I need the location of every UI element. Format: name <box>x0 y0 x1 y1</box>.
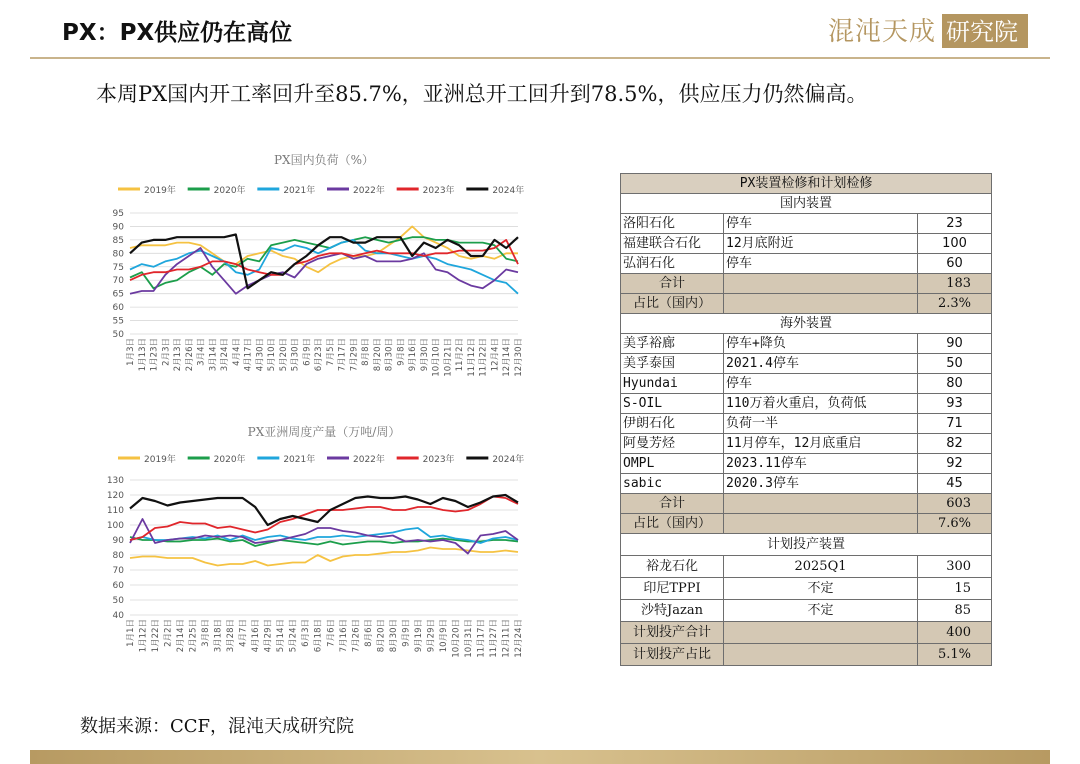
x-tick-label: 4月7日 <box>238 619 249 647</box>
x-tick-label: 11月17日 <box>476 619 487 658</box>
planned-share-row <box>621 644 992 666</box>
unit-capacity: 80 <box>918 374 992 394</box>
x-tick-label: 11月22日 <box>478 338 489 377</box>
footer-bar <box>30 750 1050 764</box>
unit-status: 负荷一半 <box>724 414 918 434</box>
share-label: 占比（国内） <box>621 514 724 534</box>
total-label: 计划投产合计 <box>621 622 724 644</box>
x-tick-label: 7月26日 <box>351 619 362 653</box>
x-tick-label: 3月18日 <box>213 619 224 653</box>
x-tick-label: 9月8日 <box>396 338 407 366</box>
y-tick-label: 120 <box>106 491 124 501</box>
unit-status: 不定 <box>724 600 918 622</box>
unit-capacity: 60 <box>918 254 992 274</box>
table-row <box>621 414 992 434</box>
unit-name: 印尼TPPI <box>621 578 724 600</box>
overseas-share-row <box>621 514 992 534</box>
total-value: 603 <box>918 494 992 514</box>
planned-total-row <box>621 622 992 644</box>
table-row <box>621 234 992 254</box>
page-subtitle: 本周PX国内开工率回升至85.7%，亚洲总开工回升到78.5%，供应压力仍然偏高。 <box>96 82 868 106</box>
unit-capacity: 45 <box>918 474 992 494</box>
unit-name: 裕龙石化 <box>621 556 724 578</box>
y-tick-label: 60 <box>112 303 124 314</box>
asia-output-chart <box>100 420 530 670</box>
x-tick-label: 5月14日 <box>276 619 287 653</box>
domestic-load-chart-svg <box>100 148 530 384</box>
unit-capacity: 92 <box>918 454 992 474</box>
share-value: 7.6% <box>918 514 992 534</box>
y-tick-label: 110 <box>106 506 124 516</box>
x-tick-label: 8月20日 <box>376 619 387 653</box>
y-tick-label: 80 <box>112 551 124 561</box>
svg-text:混沌天成: 混沌天成 <box>828 17 937 47</box>
x-tick-label: 8月30日 <box>388 619 399 653</box>
table-row <box>621 474 992 494</box>
x-tick-label: 9月19日 <box>413 619 424 653</box>
legend-label: 2024年 <box>492 455 525 465</box>
table-title: PX装置检修和计划检修 <box>621 174 992 194</box>
x-tick-label: 1月13日 <box>137 338 148 372</box>
unit-status: 2021.4停车 <box>724 354 918 374</box>
x-tick-label: 7月17日 <box>337 338 348 372</box>
legend-label: 2020年 <box>213 186 246 196</box>
x-tick-label: 2月2日 <box>163 619 174 647</box>
unit-status: 停车+降负 <box>724 334 918 354</box>
x-tick-label: 12月11日 <box>501 619 512 658</box>
y-tick-label: 85 <box>112 235 124 246</box>
x-tick-label: 12月24日 <box>514 619 524 658</box>
planned-section-header: 计划投产装置 <box>621 534 992 556</box>
px-maintenance-table <box>620 173 992 666</box>
table-row <box>621 394 992 414</box>
legend-label: 2021年 <box>283 455 316 465</box>
x-tick-label: 6月18日 <box>313 619 324 653</box>
unit-name: 阿曼芳烃 <box>621 434 724 454</box>
y-tick-label: 75 <box>112 262 124 273</box>
x-tick-label: 8月8日 <box>361 338 372 366</box>
x-tick-label: 10月10日 <box>431 338 442 377</box>
share-value: 5.1% <box>918 644 992 666</box>
x-tick-label: 12月4日 <box>490 338 501 372</box>
unit-capacity: 50 <box>918 354 992 374</box>
domestic-load-chart <box>100 148 530 384</box>
x-tick-label: 8月6日 <box>363 619 374 647</box>
y-tick-label: 70 <box>112 566 124 576</box>
table-row <box>621 374 992 394</box>
table-row <box>621 556 992 578</box>
unit-name: OMPL <box>621 454 724 474</box>
total-empty <box>724 494 918 514</box>
x-tick-label: 9月30日 <box>419 338 430 372</box>
logo-mark <box>826 8 1032 52</box>
x-tick-label: 9月16日 <box>408 338 419 372</box>
chart-title: PX亚洲周度产量（万吨/周） <box>247 425 401 439</box>
share-value: 2.3% <box>918 294 992 314</box>
overseas-section-header: 海外装置 <box>621 314 992 334</box>
page-title: PX：PX供应仍在高位 <box>62 20 293 46</box>
unit-capacity: 100 <box>918 234 992 254</box>
y-tick-label: 100 <box>106 521 124 531</box>
unit-capacity: 85 <box>918 600 992 622</box>
legend-label: 2022年 <box>353 186 385 196</box>
x-tick-label: 6月3日 <box>301 619 312 647</box>
chart-title: PX国内负荷（%） <box>273 153 375 167</box>
y-tick-label: 130 <box>106 476 124 486</box>
unit-capacity: 90 <box>918 334 992 354</box>
unit-name: 福建联合石化 <box>621 234 724 254</box>
x-tick-label: 5月24日 <box>288 619 299 653</box>
legend-label: 2023年 <box>422 186 455 196</box>
table-row <box>621 214 992 234</box>
svg-text:研究院: 研究院 <box>946 18 1018 46</box>
total-label: 合计 <box>621 494 724 514</box>
unit-capacity: 23 <box>918 214 992 234</box>
unit-status: 110万着火重启，负荷低 <box>724 394 918 414</box>
unit-name: 伊朗石化 <box>621 414 724 434</box>
legend-label: 2023年 <box>422 455 455 465</box>
y-tick-label: 65 <box>112 289 124 300</box>
domestic-section-header: 国内装置 <box>621 194 992 214</box>
x-tick-label: 4月16日 <box>251 619 262 653</box>
unit-status: 停车 <box>724 374 918 394</box>
legend-label: 2020年 <box>213 455 246 465</box>
unit-capacity: 82 <box>918 434 992 454</box>
x-tick-label: 2月13日 <box>173 338 184 372</box>
legend-label: 2022年 <box>353 455 385 465</box>
y-tick-label: 55 <box>112 316 124 327</box>
total-label: 合计 <box>621 274 724 294</box>
x-tick-label: 8月30日 <box>384 338 395 372</box>
share-label: 占比（国内） <box>621 294 724 314</box>
x-tick-label: 10月20日 <box>451 619 462 658</box>
table-row <box>621 434 992 454</box>
x-tick-label: 1月23日 <box>149 338 160 372</box>
y-tick-label: 50 <box>112 596 124 606</box>
series-line <box>130 226 518 272</box>
overseas-total-row <box>621 494 992 514</box>
unit-name: Hyundai <box>621 374 724 394</box>
x-tick-label: 8月20日 <box>372 338 383 372</box>
y-tick-label: 90 <box>112 536 124 546</box>
unit-status: 11月停车，12月底重启 <box>724 434 918 454</box>
legend-label: 2024年 <box>492 186 525 196</box>
unit-status: 12月底附近 <box>724 234 918 254</box>
table-row <box>621 334 992 354</box>
domestic-total-row <box>621 274 992 294</box>
x-tick-label: 4月4日 <box>231 338 242 366</box>
total-value: 183 <box>918 274 992 294</box>
unit-name: 洛阳石化 <box>621 214 724 234</box>
x-tick-label: 10月21日 <box>443 338 454 377</box>
x-tick-label: 7月16日 <box>338 619 349 653</box>
logo <box>826 8 1032 52</box>
y-tick-label: 95 <box>112 209 124 219</box>
y-tick-label: 40 <box>112 611 124 621</box>
x-tick-label: 3月8日 <box>201 619 212 647</box>
x-tick-label: 5月10日 <box>267 338 278 372</box>
unit-status: 停车 <box>724 214 918 234</box>
unit-capacity: 71 <box>918 414 992 434</box>
y-tick-label: 60 <box>112 581 124 591</box>
x-tick-label: 1月3日 <box>126 338 136 366</box>
unit-status: 不定 <box>724 578 918 600</box>
legend-label: 2021年 <box>283 186 316 196</box>
share-empty <box>724 644 918 666</box>
table-row <box>621 600 992 622</box>
x-tick-label: 11月12日 <box>466 338 477 377</box>
x-tick-label: 3月4日 <box>196 338 207 366</box>
x-tick-label: 2月25日 <box>188 619 199 653</box>
unit-status: 2025Q1 <box>724 556 918 578</box>
asia-output-chart-svg <box>100 420 530 670</box>
legend-label: 2019年 <box>144 186 176 196</box>
y-tick-label: 80 <box>112 249 124 260</box>
share-empty <box>724 514 918 534</box>
unit-name: 美孚泰国 <box>621 354 724 374</box>
x-tick-label: 3月14日 <box>208 338 219 372</box>
x-tick-label: 1月12日 <box>138 619 149 653</box>
x-tick-label: 6月9日 <box>302 338 313 366</box>
unit-status: 停车 <box>724 254 918 274</box>
x-tick-label: 1月22日 <box>151 619 162 653</box>
total-value: 400 <box>918 622 992 644</box>
domestic-share-row <box>621 294 992 314</box>
title-divider <box>30 57 1050 59</box>
x-tick-label: 1月1日 <box>126 619 136 647</box>
x-tick-label: 4月29日 <box>263 619 274 653</box>
y-tick-label: 70 <box>112 276 124 287</box>
table-row <box>621 578 992 600</box>
total-empty <box>724 274 918 294</box>
x-tick-label: 12月30日 <box>514 338 524 377</box>
unit-name: S-OIL <box>621 394 724 414</box>
total-empty <box>724 622 918 644</box>
x-tick-label: 9月9日 <box>401 619 412 647</box>
x-tick-label: 4月30日 <box>255 338 266 372</box>
table-row <box>621 354 992 374</box>
unit-name: sabic <box>621 474 724 494</box>
table-row <box>621 254 992 274</box>
x-tick-label: 2月3日 <box>161 338 172 366</box>
x-tick-label: 11月27日 <box>488 619 499 658</box>
table-row <box>621 454 992 474</box>
x-tick-label: 7月5日 <box>325 338 336 366</box>
unit-status: 2023.11停车 <box>724 454 918 474</box>
data-source: 数据来源：CCF，混沌天成研究院 <box>80 716 355 737</box>
share-empty <box>724 294 918 314</box>
y-tick-label: 50 <box>112 330 124 340</box>
series-line <box>130 548 518 566</box>
share-label: 计划投产占比 <box>621 644 724 666</box>
x-tick-label: 2月26日 <box>184 338 195 372</box>
x-tick-label: 7月29日 <box>349 338 360 372</box>
x-tick-label: 10月9日 <box>438 619 449 653</box>
unit-capacity: 300 <box>918 556 992 578</box>
unit-name: 美孚裕廊 <box>621 334 724 354</box>
x-tick-label: 5月20日 <box>278 338 289 372</box>
x-tick-label: 3月24日 <box>220 338 231 372</box>
unit-capacity: 93 <box>918 394 992 414</box>
x-tick-label: 9月29日 <box>426 619 437 653</box>
x-tick-label: 10月31日 <box>463 619 474 658</box>
x-tick-label: 12月14日 <box>502 338 513 377</box>
x-tick-label: 6月23日 <box>314 338 325 372</box>
unit-capacity: 15 <box>918 578 992 600</box>
x-tick-label: 5月30日 <box>290 338 301 372</box>
unit-name: 弘润石化 <box>621 254 724 274</box>
x-tick-label: 2月14日 <box>176 619 187 653</box>
legend-label: 2019年 <box>144 455 176 465</box>
x-tick-label: 3月28日 <box>226 619 237 653</box>
x-tick-label: 7月6日 <box>326 619 337 647</box>
unit-status: 2020.3停车 <box>724 474 918 494</box>
x-tick-label: 4月17日 <box>243 338 254 372</box>
unit-name: 沙特Jazan <box>621 600 724 622</box>
x-tick-label: 11月2日 <box>455 338 466 372</box>
y-tick-label: 90 <box>112 222 124 233</box>
